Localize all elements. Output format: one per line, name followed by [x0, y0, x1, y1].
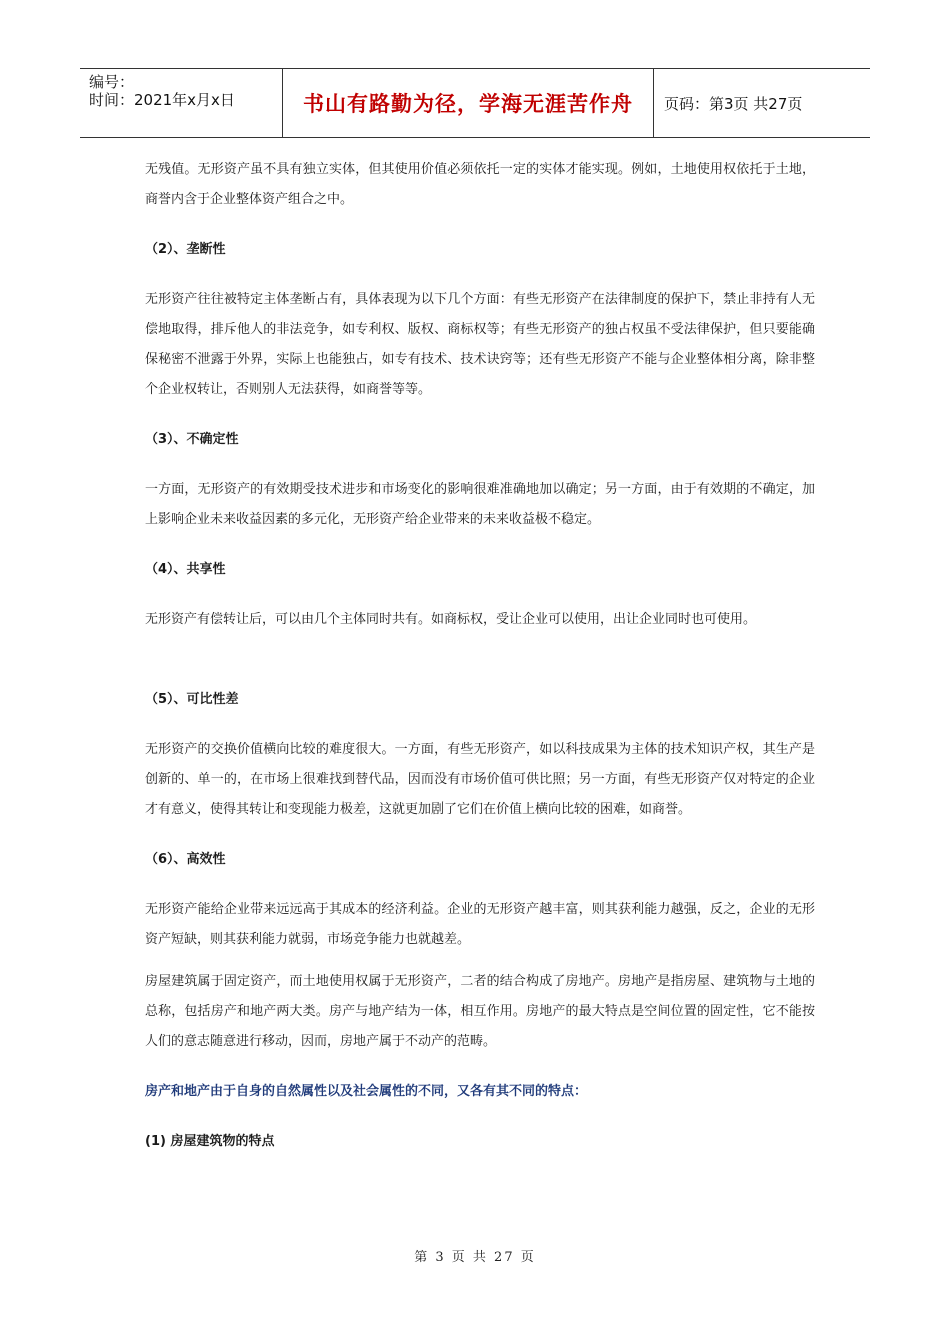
section-heading: （4）、共享性 [145, 562, 226, 577]
section-heading-highlight: 房产和地产由于自身的自然属性以及社会属性的不同，又各有其不同的特点： [145, 1084, 588, 1099]
section-heading: （5）、可比性差 [145, 692, 239, 707]
paragraph: 房屋建筑属于固定资产，而土地使用权属于无形资产，二者的结合构成了房地产。房地产是指房屋、建筑物与土地的总称，包括房产和地产两大类。房产与地产结为一体，相互作用。房地产的最大特点是空间位置的固定性，它不能按人们的意志随意进行移动，因而，房地产属于不动产的范畴。 [145, 974, 815, 1049]
paragraph: 一方面，无形资产的有效期受技术进步和市场变化的影响很难准确地加以确定；另一方面，由于有效期的不确定，加上影响企业未来收益因素的多元化，无形资产给企业带来的未来收益极不稳定。 [145, 482, 815, 527]
subsection-heading: (1) 房屋建筑物的特点 [145, 1134, 275, 1149]
paragraph: 无形资产能给企业带来远远高于其成本的经济利益。企业的无形资产越丰富，则其获利能力越强，反之，企业的无形资产短缺，则其获利能力就弱，市场竞争能力也就越差。 [145, 902, 815, 947]
number-label: 编号： [89, 73, 135, 91]
page-header [80, 68, 870, 138]
header-motto: 书山有路勤为径，学海无涯苦作舟 [303, 92, 633, 116]
section-heading: （3）、不确定性 [145, 432, 239, 447]
page-footer: 第 3 页 共 27 页 [414, 1250, 536, 1265]
header-page-code: 页码：第3页 共27页 [664, 94, 803, 113]
paragraph: 无形资产有偿转让后，可以由几个主体同时共有。如商标权，受让企业可以使用，出让企业同时也可使用。 [145, 612, 757, 627]
time-label: 时间：2021年x月x日 [89, 91, 235, 109]
header-meta [80, 69, 282, 137]
document-body [145, 155, 815, 1157]
section-heading: （6）、高效性 [145, 852, 226, 867]
paragraph: 无残值。无形资产虽不具有独立实体，但其使用价值必须依托一定的实体才能实现。例如，土地使用权依托于土地，商誉内含于企业整体资产组合之中。 [145, 162, 815, 207]
paragraph: 无形资产往往被特定主体垄断占有，具体表现为以下几个方面：有些无形资产在法律制度的保护下，禁止非持有人无偿地取得，排斥他人的非法竞争，如专利权、版权、商标权等；有些无形资产的独占权虽不受法律保护，但只要能确保秘密不泄露于外界，实际上也能独占，如专有技术、技术诀窍等；还有些无形资产不能与企业整体相分离，除非整个企业权转让，否则别人无法获得，如商誉等等。 [145, 292, 815, 397]
header-motto-cell [282, 69, 654, 137]
section-heading: （2）、垄断性 [145, 242, 226, 257]
paragraph: 无形资产的交换价值横向比较的难度很大。一方面，有些无形资产，如以科技成果为主体的技术知识产权，其生产是创新的、单一的，在市场上很难找到替代品，因而没有市场价值可供比照；另一方面，有些无形资产仅对特定的企业才有意义，使得其转让和变现能力极差，这就更加剧了它们在价值上横向比较的困难，如商誉。 [145, 742, 815, 817]
